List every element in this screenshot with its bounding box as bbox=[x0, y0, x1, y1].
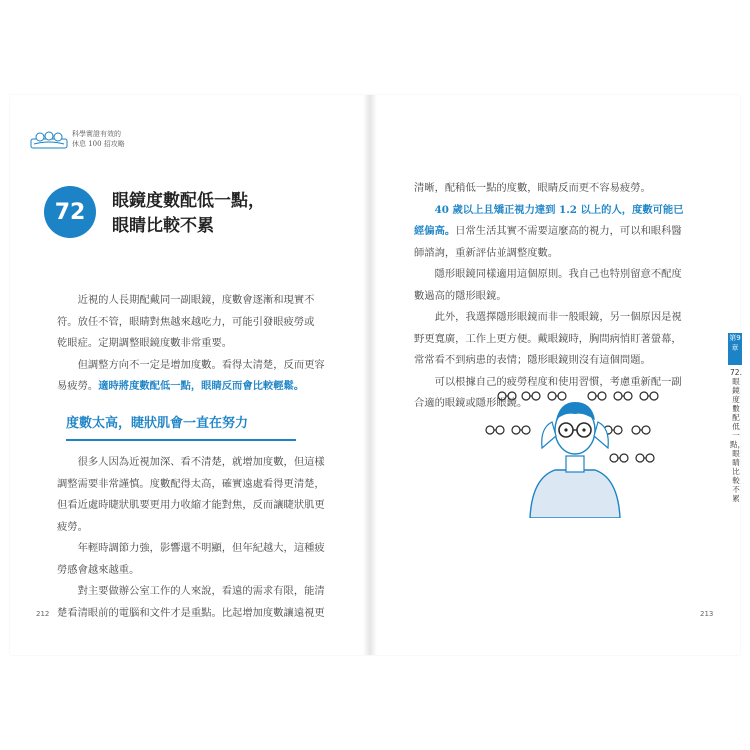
body-paragraph bbox=[57, 452, 327, 624]
body-line: 調整需要非常謹慎。度數配得太高，確實遠處看得更清楚， bbox=[57, 477, 325, 490]
body-line: 勞感會越來越重。 bbox=[57, 563, 140, 576]
page-title-line1: 眼鏡度數配低一點， bbox=[112, 191, 265, 211]
intro-line: 近視的人長期配戴同一副眼鏡，度數會逐漸和現實不 bbox=[77, 294, 315, 306]
intro2-plain: 易疲勞。 bbox=[57, 380, 99, 392]
intro-line: 符。放任不管，眼睛對焦越來越吃力，可能引發眼疲勞或 bbox=[57, 315, 315, 328]
page-title bbox=[112, 189, 265, 239]
right-line-mixed bbox=[414, 221, 714, 243]
glasses-row-icon bbox=[610, 454, 654, 462]
right-line: 野更寬廣，工作上更方便。戴眼鏡時，胸問病悄盯著螢幕， bbox=[414, 332, 682, 345]
body-line: 疲勞。 bbox=[57, 520, 88, 533]
right-line: 此外，我選擇隱形眼鏡而非一般眼鏡，另一個原因是視 bbox=[434, 311, 682, 323]
page-number-left: 212 bbox=[36, 610, 50, 618]
intro-line: 乾眼症。定期調整眼鏡度數非常重要。 bbox=[57, 337, 233, 349]
body-line: 對主要做辦公室工作的人來說，看遠的需求有限，能清 bbox=[77, 585, 325, 597]
intro2-line2 bbox=[57, 376, 327, 398]
right-line: 常常看不到病患的表情；隱形眼鏡則沒有這個問題。 bbox=[414, 354, 651, 366]
running-head bbox=[30, 128, 170, 154]
chapter-number-badge: 72 bbox=[44, 186, 96, 238]
page-title-line2: 眼睛比較不累 bbox=[112, 216, 214, 236]
chapter-tab: 第9章 bbox=[728, 333, 742, 365]
book-logo-icon bbox=[30, 130, 68, 150]
running-head-line1: 科學實證有效的 bbox=[72, 130, 121, 138]
right-line: 師諮詢，重新評估並調整度數。 bbox=[414, 246, 559, 259]
body-line: 年輕時調節力強，影響還不明顯，但年紀越大，這種疲 bbox=[77, 542, 325, 554]
body-line: 楚看清眼前的電腦和文件才是重點。比起增加度數讓遠視更 bbox=[57, 606, 325, 619]
body-line: 很多人因為近視加深、看不清楚，就增加度數，但這樣 bbox=[77, 456, 325, 468]
intro-paragraph bbox=[57, 290, 327, 398]
right-rest: 日常生活其實不需要這麼高的視力，可以和眼科醫 bbox=[455, 225, 682, 237]
section-subheading: 度數太高，睫狀肌會一直在努力 bbox=[66, 412, 296, 441]
right-line: 隱形眼鏡同樣適用這個原則。我自己也特別留意不配度 bbox=[434, 268, 682, 280]
intro2-line: 但調整方向不一定是增加度數。看得太清楚，反而更容 bbox=[77, 358, 325, 371]
glasses-row-icon bbox=[498, 392, 658, 400]
running-head-line2: 休息 100 招攻略 bbox=[72, 140, 125, 148]
right-line: 可以根據自己的疲勞程度和使用習慣，考慮重新配一副 bbox=[434, 375, 682, 388]
body-line: 但看近處時睫狀肌要更用力收縮才能對焦，反而讓睫狀肌更 bbox=[57, 499, 325, 511]
man-looking-through-glasses-icon bbox=[480, 378, 670, 518]
right-highlight: 經偏高。 bbox=[414, 225, 456, 237]
page-number-right: 213 bbox=[700, 610, 714, 618]
vertical-running-title: 72.眼鏡度數配低一點，眼睛比較不累 bbox=[730, 368, 745, 503]
right-line: 數過高的隱形眼鏡。 bbox=[414, 289, 507, 302]
right-highlight-line: 40 歲以上且矯正視力達到 1.2 以上的人，度數可能已 bbox=[434, 203, 684, 216]
right-line: 合適的眼鏡或隱形眼鏡。 bbox=[414, 397, 528, 409]
right-line: 清晰，配稍低一點的度數，眼睛反而更不容易疲勞。 bbox=[414, 182, 651, 194]
intro2-highlight: 適時將度數配低一點，眼睛反而會比較輕鬆。 bbox=[98, 380, 305, 392]
book-gutter bbox=[363, 95, 377, 655]
